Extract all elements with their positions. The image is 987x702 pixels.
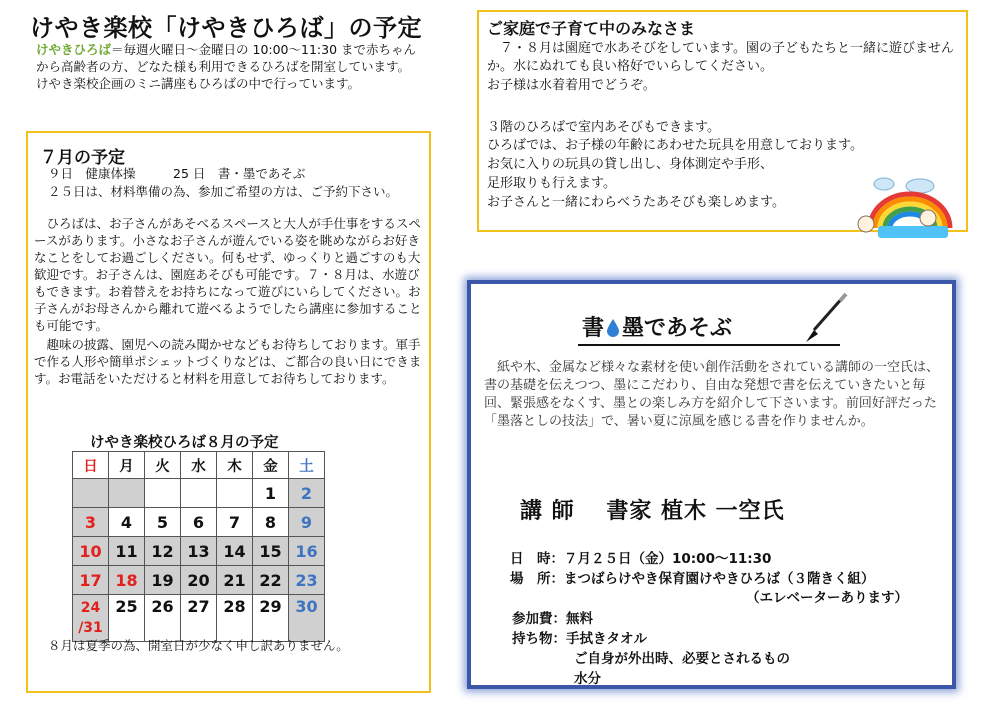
july-line1: ９日 健康体操 25 日 書・墨であそぶ (48, 166, 306, 181)
calendar-cell: 12 (145, 537, 181, 566)
sho-title-underline (578, 344, 840, 346)
header-mon: 月 (109, 452, 145, 479)
calendar-cell: 29 (253, 595, 289, 642)
calendar-note: ８月は夏季の為、開室日が少なく申し訳ありません。 (48, 638, 349, 653)
date-31: /31 (78, 620, 103, 636)
intro-highlight: けやきひろば (36, 42, 112, 57)
calendar-cell: 4 (109, 508, 145, 537)
calendar-cell: 14 (217, 537, 253, 566)
cloud-icon (874, 178, 934, 193)
july-line2: ２５日は、材料準備の為、参加ご希望の方は、ご予約下さい。 (48, 184, 399, 199)
calendar-cell: 3 (73, 508, 109, 537)
calendar-cell: 5 (145, 508, 181, 537)
calendar-cell: 23 (289, 566, 325, 595)
calendar-cell (217, 479, 253, 508)
july-title: ７月の予定 (40, 148, 125, 168)
date-24: 24 (80, 600, 101, 616)
event-fee: 参加費：無料 (512, 611, 593, 627)
calendar-cell: 25 (109, 595, 145, 642)
header-wed: 水 (181, 452, 217, 479)
calendar-cell: 11 (109, 537, 145, 566)
family-p2-1: ３階のひろばで室内あそびもできます。 (487, 120, 720, 135)
brush-icon (800, 292, 848, 344)
calendar-cell: 28 (217, 595, 253, 642)
page-title: けやき楽校「けやきひろば」の予定 (30, 14, 422, 42)
lecturer: 講 師 書家 植木 一空氏 (520, 499, 785, 524)
family-p2-2: ひろばでは、お子様の年齢にあわせた玩具を用意しております。 (487, 138, 863, 153)
calendar-cell: 21 (217, 566, 253, 595)
calendar-cell: 6 (181, 508, 217, 537)
calendar-cell: 19 (145, 566, 181, 595)
sho-title (582, 311, 732, 342)
event-items: 持ち物：手拭きタオル (512, 631, 647, 647)
calendar-cell: 1 (253, 479, 289, 508)
july-para1: ひろばは、お子さんがあそべるスペースと大人が手仕事をするスペースがあります。小さなお子さんが遊んでいる姿を眺めながらお好きなことをしてお過ごしください。何もせず、ゆっくりと過ごすのも大歓迎です。お子さんは、園庭あそびも可能です。７・８月は、水遊びもできます。お着替えをお持ちになって遊びにいらしてください。お子さんがお母さんから離れて遊べるようでしたら講座に参加することも可能です。 (34, 216, 422, 333)
calendar-cell: 13 (181, 537, 217, 566)
calendar-cell (73, 479, 109, 508)
ink-drop-icon (606, 317, 620, 337)
family-p1: ７・８月は園庭で水あそびをしています。園の子どもたちと一緒に遊びませんか。水にぬれても良い格好でいらしてください。 (487, 41, 954, 74)
calendar-cell (109, 479, 145, 508)
event-items-2: ご自身が外出時、必要とされるもの (574, 651, 790, 667)
intro-rest: ＝毎週火曜日～金曜日の 10:00～11:30 まで赤ちゃんから高齢者の方、どなた様も利用できるひろばを開室しています。 (36, 42, 417, 74)
sho-title-a: 書 (582, 316, 605, 341)
calendar-title: けやき楽校ひろば８月の予定 (90, 435, 279, 451)
calendar-cell (145, 479, 181, 508)
july-para2: 趣味の披露、園児への読み聞かせなどもお待ちしております。軍手で作る人形や簡単ポシェットづくりなどは、ご都合の良い日にできます。お電話をいただけると材料を用意してお待ちしております。 (34, 337, 422, 386)
intro-line3: けやき楽校企画のミニ講座もひろばの中で行っています。 (36, 76, 361, 91)
header-sun: 日 (73, 452, 109, 479)
calendar-cell: 16 (289, 537, 325, 566)
header-fri: 金 (253, 452, 289, 479)
calendar-cell: 15 (253, 537, 289, 566)
calendar-cell (181, 479, 217, 508)
calendar-cell: 30 (289, 595, 325, 642)
calendar-cell: 8 (253, 508, 289, 537)
family-title: ご家庭で子育て中のみなさま (487, 19, 696, 38)
family-p2-5: お子さんと一緒にわらべうたあそびも楽しめます。 (487, 195, 785, 210)
sho-title-b: 墨であそぶ (622, 316, 733, 341)
calendar-cell: 10 (73, 537, 109, 566)
family-p2-3: お気に入りの玩具の貸し出し、身体測定や手形、 (487, 157, 774, 172)
calendar-cell: 17 (73, 566, 109, 595)
calendar-cell-24-31 (73, 595, 109, 642)
calendar-cell: 18 (109, 566, 145, 595)
calendar-cell: 2 (289, 479, 325, 508)
calendar-cell: 26 (145, 595, 181, 642)
calendar-cell: 22 (253, 566, 289, 595)
calendar-cell: 7 (217, 508, 253, 537)
sho-description: 紙や木、金属など様々な素材を使い創作活動をされている講師の一空氏は、書の基礎を伝えつつ、墨にこだわり、自由な発想で書を伝えていきたいと毎回、緊張感をなくす、墨との楽しみ方を紹介して下さいます。前回好評だった「墨落としの技法」で、暑い夏に涼風を感じる書を作りませんか。 (484, 360, 940, 429)
event-place-note: （エレベーターあります） (746, 590, 908, 606)
family-p2-4: 足形取りも行えます。 (487, 176, 616, 191)
calendar-cell: 20 (181, 566, 217, 595)
calendar-cell: 9 (289, 508, 325, 537)
event-date: 日 時：７月２５日（金）10:00～11:30 (510, 551, 772, 567)
family-p1b: お子様は水着着用でどうぞ。 (487, 78, 656, 93)
event-items-3: 水分 (574, 671, 601, 687)
header-thu: 木 (217, 452, 253, 479)
header-sat: 土 (289, 452, 325, 479)
header-tue: 火 (145, 452, 181, 479)
intro-text (36, 41, 428, 92)
calendar-cell: 27 (181, 595, 217, 642)
rainbow-illustration (850, 172, 962, 240)
event-place: 場 所：まつばらけやき保育園けやきひろば（３階きく組） (510, 571, 875, 587)
august-calendar (72, 451, 325, 642)
